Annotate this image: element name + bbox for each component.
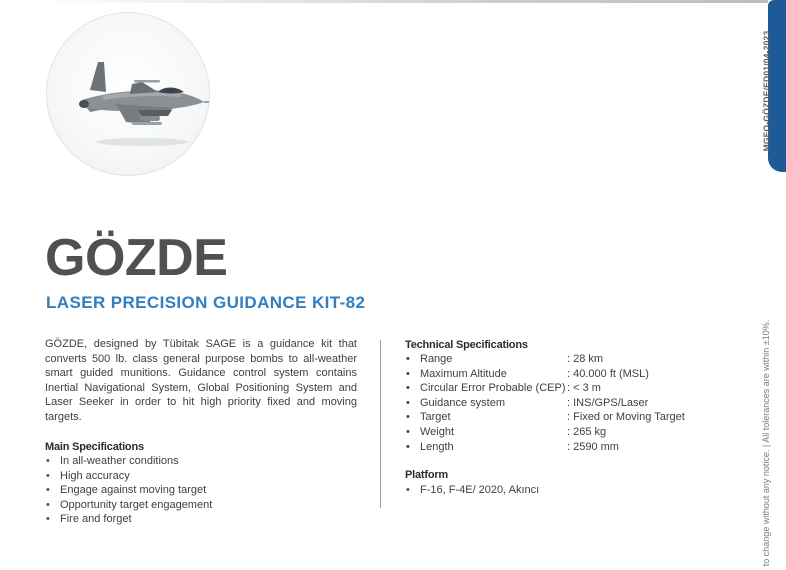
list-item: • Opportunity target engagement bbox=[45, 498, 212, 513]
spec-label: Length bbox=[420, 440, 454, 453]
technical-specs-heading: Technical Specifications bbox=[405, 339, 528, 351]
spec-value: : INS/GPS/Laser bbox=[567, 396, 649, 409]
list-item: • F-16, F-4E/ 2020, Akıncı bbox=[405, 483, 539, 498]
spec-value: : Fixed or Moving Target bbox=[567, 411, 685, 424]
spec-label: Guidance system bbox=[420, 396, 505, 409]
spec-label: Range bbox=[420, 353, 453, 365]
main-specs-heading: Main Specifications bbox=[45, 441, 144, 453]
spec-label: Maximum Altitude bbox=[420, 367, 507, 380]
spec-label: Weight bbox=[420, 425, 455, 438]
product-title: GÖZDE bbox=[45, 229, 228, 287]
spec-value: : 40.000 ft (MSL) bbox=[567, 367, 649, 380]
list-item: • High accuracy bbox=[45, 469, 212, 484]
spec-value: : 28 km bbox=[567, 353, 604, 365]
product-description: GÖZDE, designed by Tübitak SAGE is a guidance kit that converts 500 lb. class general purpose bombs to all-weather smart guided munitions. Guidance control system contains Inertial Navigational System, Global Positioning System and Laser Seeker in order to hit high priority fixed and moving targets. bbox=[45, 338, 357, 423]
list-item: • In all-weather conditions bbox=[45, 454, 212, 469]
list-item: • Engage against moving target bbox=[45, 483, 212, 498]
product-subtitle: LASER PRECISION GUIDANCE KIT-82 bbox=[46, 293, 366, 312]
list-item: • Fire and forget bbox=[45, 512, 212, 527]
spec-value: : 2590 mm bbox=[567, 440, 619, 453]
document-code-text: MGEO-GÖZDE/ED01/04-2023 bbox=[761, 30, 771, 151]
disclaimer bbox=[756, 320, 776, 565]
main-specs-list bbox=[45, 454, 212, 527]
document-code bbox=[756, 18, 776, 163]
column-divider bbox=[380, 340, 381, 508]
fighter-jet-illustration bbox=[46, 12, 210, 176]
spec-label: Circular Error Probable (CEP) bbox=[420, 382, 566, 395]
disclaimer-text: to change without any notice. | All tolerances are within ±10%. bbox=[761, 319, 772, 566]
top-rule bbox=[40, 0, 768, 3]
spec-value: : 265 kg bbox=[567, 425, 607, 438]
spec-label: Target bbox=[420, 411, 451, 424]
spec-value: : < 3 m bbox=[567, 382, 601, 395]
platform-list bbox=[405, 483, 539, 498]
platform-heading: Platform bbox=[405, 469, 449, 481]
f16-fighter-jet-photo bbox=[46, 12, 210, 176]
